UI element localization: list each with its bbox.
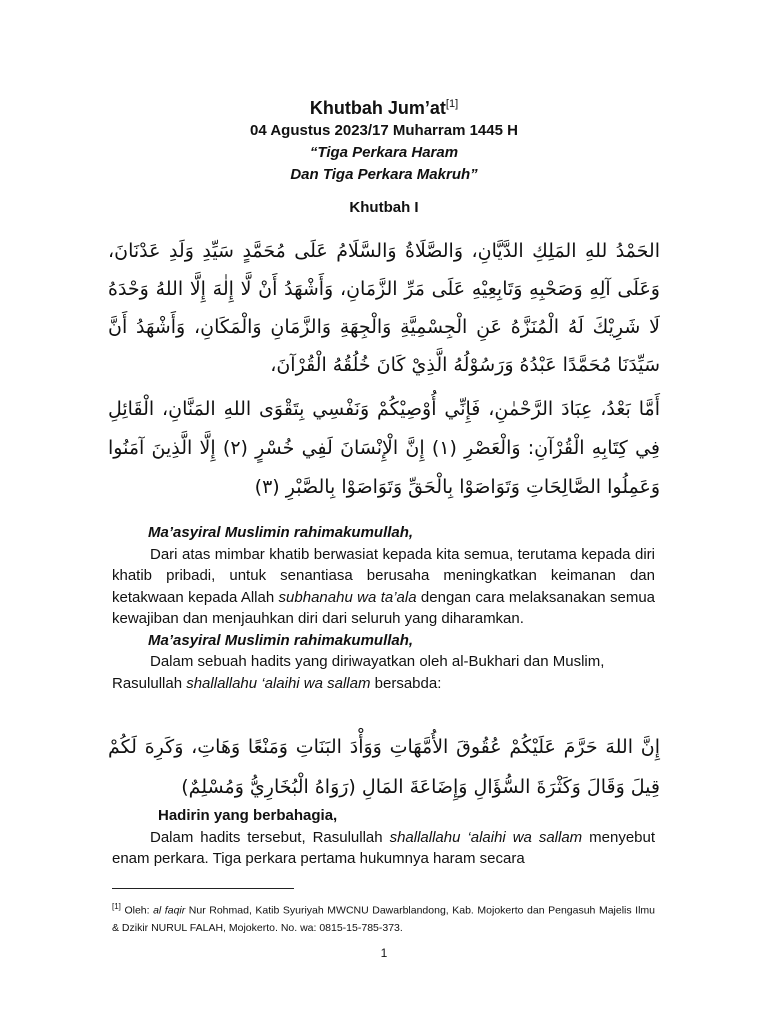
document-header (0, 92, 768, 216)
footnote-divider (112, 888, 294, 889)
paragraph: Dari atas mimbar khatib berwasiat kepada kita semua, terutama kepada diri khatib pribadi, untuk senantiasa berusaha meningkatkan keimanan dan ketakwaan kepada Allah subhanahu wa ta’ala dengan cara melaksanakan semua kewajiban dan menjauhkan diri dari seluruh yang diharamkan. (112, 545, 656, 627)
footnote-reference[interactable]: [1] (445, 98, 459, 110)
page-number: 1 (380, 946, 388, 960)
page-title: Khutbah Jum’at[1] (309, 98, 459, 118)
section-heading: Khutbah I (349, 199, 419, 216)
sermon-text-block-1 (112, 522, 655, 694)
italic-phrase: shallallahu ‘alaihi wa sallam (186, 674, 371, 692)
theme-line-2: Dan Tiga Perkara Makruh” (290, 166, 478, 183)
italic-phrase: subhanahu wa ta’ala (278, 588, 417, 606)
arabic-hadith: إِنَّ اللهَ حَرَّمَ عَلَيْكُمْ عُقُوقَ الأُمَّهَاتِ وَوَأْدَ البَنَاتِ وَمَنْعًا وَهَاتِ، وَكَرِهَ لَكُمْ قِيلَ وَقَالَ وَكَثْرَةَ السُّؤَالِ وَإِضَاعَةَ المَالِ (رَوَاهُ الْبُخَارِيُّ وَمُسْلِمٌ) (108, 736, 660, 798)
greeting-heading: Ma’asyiral Muslimin rahimakumullah, (148, 524, 414, 541)
italic-phrase: al faqir (153, 904, 186, 917)
date-line: 04 Agustus 2023/17 Muharram 1445 H (250, 122, 518, 139)
footnote-mark: [1] (112, 902, 121, 911)
paragraph: Dalam hadits tersebut, Rasulullah shallallahu ‘alaihi wa sallam menyebut enam perkara. Tiga perkara pertama hukumnya haram secara (112, 828, 656, 867)
sermon-text-block-2 (112, 805, 655, 870)
greeting-heading: Ma’asyiral Muslimin rahimakumullah, (148, 631, 414, 649)
theme-line-1: “Tiga Perkara Haram (309, 144, 459, 161)
arabic-opening-praise: الحَمْدُ للهِ المَلِكِ الدَّيَّانِ، وَالصَّلَاةُ وَالسَّلَامُ عَلَى مُحَمَّدٍ سَيِّدِ وَلَدِ عَدْنَانَ، وَعَلَى آلِهِ وَصَحْبِهِ وَتَابِعِيْهِ عَلَى مَرِّ الزَّمَانِ، وَأَشْهَدُ أَنْ لَّا إِلٰهَ إِلَّا اللهُ وَحْدَهُ لَا شَرِيْكَ لَهُ الْمُنَزَّهُ عَنِ الْجِسْمِيَّةِ وَالْجِهَةِ وَالزَّمَانِ وَالْمَكَانِ، وَأَشْهَدُ أَنَّ سَيِّدَنَا مُحَمَّدًا عَبْدُهُ وَرَسُوْلُهُ الَّذِيْ كَانَ خُلُقُهُ الْقُرْآنَ، (108, 240, 660, 376)
italic-phrase: shallallahu ‘alaihi wa sallam (389, 828, 583, 846)
footnote: [1] Oleh: al faqir Nur Rohmad, Katib Syuriyah MWCNU Dawarblandong, Kab. Mojokerto dan Pengasuh Majelis Ilmu & Dzikir NURUL FALAH, Mojokerto. No. wa: 0815-15-785-373. (112, 902, 655, 934)
paragraph: Dalam sebuah hadits yang diriwayatkan oleh al-Bukhari dan Muslim, Rasulullah shallallahu ‘alaihi wa sallam bersabda: (112, 653, 605, 692)
greeting-heading: Hadirin yang berbahagia, (158, 807, 338, 824)
arabic-amma-badu: أَمَّا بَعْدُ، عِبَادَ الرَّحْمٰنِ، فَإِنِّي أُوْصِيْكُمْ وَنَفْسِي بِتَقْوَى اللهِ المَنَّانِ، الْقَائِلِ فِي كِتَابِهِ الْقُرْآنِ: وَالْعَصْرِ (١) إِنَّ الْإِنْسَانَ لَفِي خُسْرٍ (٢) إِلَّا الَّذِينَ آمَنُوا وَعَمِلُوا الصَّالِحَاتِ وَتَوَاصَوْا بِالْحَقِّ وَتَوَاصَوْا بِالصَّبْرِ (٣) (108, 398, 660, 498)
